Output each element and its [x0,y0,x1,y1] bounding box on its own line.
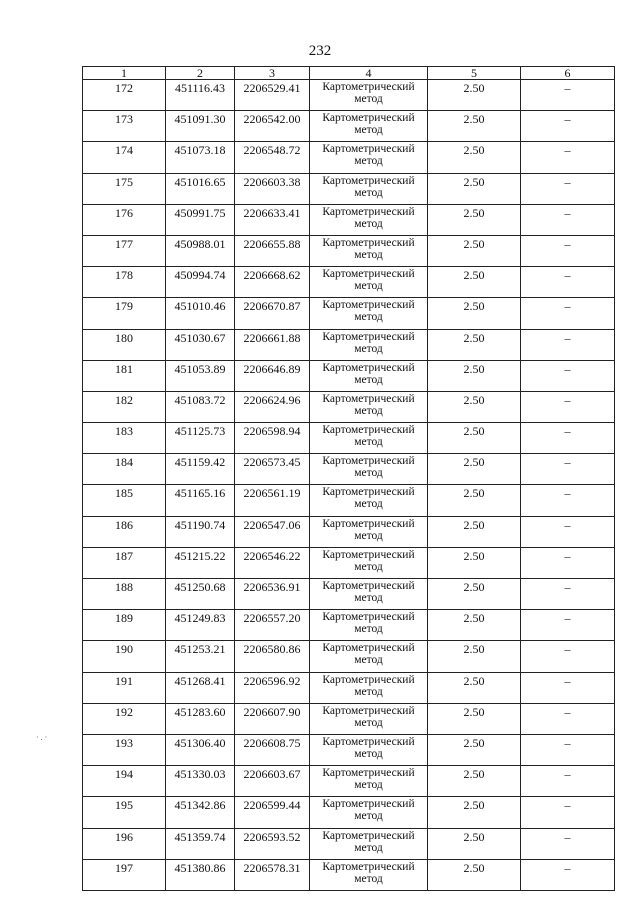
y-coordinate-cell: 2206599.44 [235,797,310,828]
margin-speck: ·.· [36,733,50,742]
method-cell [310,329,428,360]
method-line-1: Картометрический [322,517,415,530]
note-cell: – [521,360,615,391]
note-cell: – [521,641,615,672]
method-line-2: метод [354,280,383,293]
header-col-6: 6 [521,67,615,80]
point-number-cell: 193 [83,734,166,765]
accuracy-cell: 2.50 [428,235,521,266]
header-col-4: 4 [310,67,428,80]
method-cell [310,610,428,641]
method-line-2: метод [354,841,383,854]
note-cell: – [521,547,615,578]
method-line-2: метод [354,248,383,261]
coordinates-table [82,66,615,891]
y-coordinate-cell: 2206578.31 [235,859,310,890]
note-cell: – [521,111,615,142]
point-number-cell: 172 [83,80,166,111]
method-line-2: метод [354,467,383,480]
note-cell: – [521,766,615,797]
x-coordinate-cell: 451283.60 [166,703,235,734]
method-line-1: Картометрический [322,81,415,93]
page-number: 232 [308,43,332,59]
note-cell: – [521,204,615,235]
table-row [83,579,615,610]
accuracy-cell: 2.50 [428,360,521,391]
x-coordinate-cell: 451091.30 [166,111,235,142]
note-cell: – [521,610,615,641]
point-number-cell: 186 [83,516,166,547]
x-coordinate-cell: 451268.41 [166,672,235,703]
accuracy-cell: 2.50 [428,641,521,672]
method-cell [310,423,428,454]
table-row [83,641,615,672]
x-coordinate-cell: 451380.86 [166,859,235,890]
method-line-2: метод [354,217,383,230]
table-row [83,766,615,797]
x-coordinate-cell: 451250.68 [166,579,235,610]
method-line-2: метод [354,373,383,386]
note-cell: – [521,516,615,547]
accuracy-cell: 2.50 [428,267,521,298]
accuracy-cell: 2.50 [428,766,521,797]
point-number-cell: 174 [83,142,166,173]
method-line-1: Картометрический [322,112,415,125]
note-cell: – [521,672,615,703]
method-line-1: Картометрический [322,299,415,312]
accuracy-cell: 2.50 [428,391,521,422]
note-cell: – [521,485,615,516]
y-coordinate-cell: 2206646.89 [235,360,310,391]
point-number-cell: 188 [83,579,166,610]
note-cell: – [521,423,615,454]
y-coordinate-cell: 2206670.87 [235,298,310,329]
table-row [83,298,615,329]
method-cell [310,142,428,173]
y-coordinate-cell: 2206655.88 [235,235,310,266]
table-row [83,454,615,485]
method-line-2: метод [354,654,383,667]
accuracy-cell: 2.50 [428,828,521,859]
method-line-1: Картометрический [322,361,415,374]
y-coordinate-cell: 2206598.94 [235,423,310,454]
x-coordinate-cell: 451359.74 [166,828,235,859]
note-cell: – [521,734,615,765]
method-cell [310,516,428,547]
accuracy-cell: 2.50 [428,734,521,765]
table-header-row [83,67,615,80]
accuracy-cell: 2.50 [428,859,521,890]
table-row [83,329,615,360]
table-row [83,547,615,578]
y-coordinate-cell: 2206593.52 [235,828,310,859]
accuracy-cell: 2.50 [428,797,521,828]
method-cell [310,298,428,329]
method-line-1: Картометрический [322,860,415,873]
point-number-cell: 190 [83,641,166,672]
y-coordinate-cell: 2206580.86 [235,641,310,672]
method-line-1: Картометрический [322,798,415,811]
method-line-1: Картометрический [322,236,415,249]
method-line-2: метод [354,779,383,792]
method-cell [310,235,428,266]
x-coordinate-cell: 451330.03 [166,766,235,797]
x-coordinate-cell: 451165.16 [166,485,235,516]
method-line-1: Картометрический [322,486,415,499]
accuracy-cell: 2.50 [428,423,521,454]
method-line-2: метод [354,560,383,573]
accuracy-cell: 2.50 [428,579,521,610]
note-cell: – [521,298,615,329]
point-number-cell: 179 [83,298,166,329]
method-line-1: Картометрический [322,548,415,561]
method-line-2: метод [354,155,383,168]
table-row [83,828,615,859]
method-line-2: метод [354,404,383,417]
table-row [83,516,615,547]
x-coordinate-cell: 451342.86 [166,797,235,828]
table-row [83,391,615,422]
y-coordinate-cell: 2206547.06 [235,516,310,547]
method-cell [310,267,428,298]
method-line-1: Картометрический [322,704,415,717]
method-cell [310,360,428,391]
y-coordinate-cell: 2206624.96 [235,391,310,422]
note-cell: – [521,797,615,828]
accuracy-cell: 2.50 [428,173,521,204]
point-number-cell: 191 [83,672,166,703]
y-coordinate-cell: 2206548.72 [235,142,310,173]
method-line-2: метод [354,186,383,199]
y-coordinate-cell: 2206596.92 [235,672,310,703]
table-row [83,80,615,111]
method-cell [310,485,428,516]
method-line-2: метод [354,342,383,355]
y-coordinate-cell: 2206608.75 [235,734,310,765]
point-number-cell: 173 [83,111,166,142]
table-row [83,204,615,235]
method-line-1: Картометрический [322,143,415,156]
method-cell [310,454,428,485]
y-coordinate-cell: 2206561.19 [235,485,310,516]
y-coordinate-cell: 2206603.67 [235,766,310,797]
point-number-cell: 187 [83,547,166,578]
y-coordinate-cell: 2206603.38 [235,173,310,204]
x-coordinate-cell: 451215.22 [166,547,235,578]
x-coordinate-cell: 451016.65 [166,173,235,204]
method-line-2: метод [354,747,383,760]
y-coordinate-cell: 2206557.20 [235,610,310,641]
method-cell [310,391,428,422]
x-coordinate-cell: 451249.83 [166,610,235,641]
y-coordinate-cell: 2206633.41 [235,204,310,235]
accuracy-cell: 2.50 [428,485,521,516]
method-line-1: Картометрический [322,330,415,343]
point-number-cell: 197 [83,859,166,890]
point-number-cell: 176 [83,204,166,235]
accuracy-cell: 2.50 [428,329,521,360]
note-cell: – [521,173,615,204]
point-number-cell: 178 [83,267,166,298]
accuracy-cell: 2.50 [428,703,521,734]
x-coordinate-cell: 451116.43 [166,80,235,111]
method-line-1: Картометрический [322,392,415,405]
method-line-2: метод [354,872,383,885]
table-row [83,423,615,454]
header-col-2: 2 [166,67,235,80]
table-row [83,797,615,828]
method-line-1: Картометрический [322,424,415,437]
method-line-1: Картометрический [322,174,415,187]
note-cell: – [521,329,615,360]
method-line-1: Картометрический [322,673,415,686]
method-cell [310,859,428,890]
x-coordinate-cell: 451306.40 [166,734,235,765]
point-number-cell: 181 [83,360,166,391]
y-coordinate-cell: 2206536.91 [235,579,310,610]
accuracy-cell: 2.50 [428,298,521,329]
point-number-cell: 183 [83,423,166,454]
table-row [83,734,615,765]
method-cell [310,672,428,703]
x-coordinate-cell: 451030.67 [166,329,235,360]
y-coordinate-cell: 2206529.41 [235,80,310,111]
method-cell [310,204,428,235]
note-cell: – [521,454,615,485]
method-cell [310,80,428,111]
table-row [83,142,615,173]
point-number-cell: 196 [83,828,166,859]
note-cell: – [521,579,615,610]
header-col-1: 1 [83,67,166,80]
accuracy-cell: 2.50 [428,454,521,485]
point-number-cell: 192 [83,703,166,734]
method-line-2: метод [354,93,383,105]
table-row [83,235,615,266]
accuracy-cell: 2.50 [428,672,521,703]
x-coordinate-cell: 450991.75 [166,204,235,235]
x-coordinate-cell: 450994.74 [166,267,235,298]
note-cell: – [521,267,615,298]
x-coordinate-cell: 451010.46 [166,298,235,329]
x-coordinate-cell: 451053.89 [166,360,235,391]
method-cell [310,734,428,765]
method-cell [310,766,428,797]
header-col-5: 5 [428,67,521,80]
table-row [83,610,615,641]
method-line-1: Картометрический [322,642,415,655]
note-cell: – [521,703,615,734]
table-row [83,703,615,734]
table-row [83,267,615,298]
point-number-cell: 195 [83,797,166,828]
method-line-1: Картометрический [322,829,415,842]
point-number-cell: 180 [83,329,166,360]
table-body [83,80,615,891]
table-row [83,111,615,142]
note-cell: – [521,142,615,173]
method-line-2: метод [354,623,383,636]
y-coordinate-cell: 2206573.45 [235,454,310,485]
point-number-cell: 194 [83,766,166,797]
note-cell: – [521,235,615,266]
accuracy-cell: 2.50 [428,547,521,578]
x-coordinate-cell: 451125.73 [166,423,235,454]
y-coordinate-cell: 2206542.00 [235,111,310,142]
point-number-cell: 185 [83,485,166,516]
method-line-1: Картометрический [322,455,415,468]
table-row [83,672,615,703]
method-line-2: метод [354,311,383,324]
method-line-2: метод [354,716,383,729]
table-row [83,360,615,391]
method-line-1: Картометрический [322,735,415,748]
method-cell [310,641,428,672]
method-line-2: метод [354,498,383,511]
accuracy-cell: 2.50 [428,142,521,173]
y-coordinate-cell: 2206607.90 [235,703,310,734]
accuracy-cell: 2.50 [428,111,521,142]
note-cell: – [521,828,615,859]
method-line-1: Картометрический [322,580,415,592]
method-cell [310,828,428,859]
method-line-1: Картометрический [322,611,415,624]
method-line-2: метод [354,436,383,449]
method-cell [310,579,428,610]
x-coordinate-cell: 451253.21 [166,641,235,672]
method-line-2: метод [354,592,383,604]
accuracy-cell: 2.50 [428,80,521,111]
header-col-3: 3 [235,67,310,80]
point-number-cell: 184 [83,454,166,485]
y-coordinate-cell: 2206668.62 [235,267,310,298]
y-coordinate-cell: 2206546.22 [235,547,310,578]
x-coordinate-cell: 451073.18 [166,142,235,173]
method-cell [310,173,428,204]
y-coordinate-cell: 2206661.88 [235,329,310,360]
method-cell [310,111,428,142]
accuracy-cell: 2.50 [428,610,521,641]
method-line-1: Картометрический [322,205,415,218]
accuracy-cell: 2.50 [428,516,521,547]
x-coordinate-cell: 451190.74 [166,516,235,547]
method-line-2: метод [354,124,383,137]
method-line-1: Картометрический [322,767,415,780]
table-row [83,173,615,204]
method-cell [310,797,428,828]
method-line-1: Картометрический [322,268,415,281]
table-row [83,859,615,890]
point-number-cell: 177 [83,235,166,266]
note-cell: – [521,80,615,111]
table-row [83,485,615,516]
x-coordinate-cell: 451159.42 [166,454,235,485]
note-cell: – [521,391,615,422]
method-cell [310,547,428,578]
method-line-2: метод [354,685,383,698]
method-line-2: метод [354,810,383,823]
point-number-cell: 175 [83,173,166,204]
x-coordinate-cell: 450988.01 [166,235,235,266]
note-cell: – [521,859,615,890]
point-number-cell: 182 [83,391,166,422]
accuracy-cell: 2.50 [428,204,521,235]
point-number-cell: 189 [83,610,166,641]
method-cell [310,703,428,734]
x-coordinate-cell: 451083.72 [166,391,235,422]
method-line-2: метод [354,529,383,542]
